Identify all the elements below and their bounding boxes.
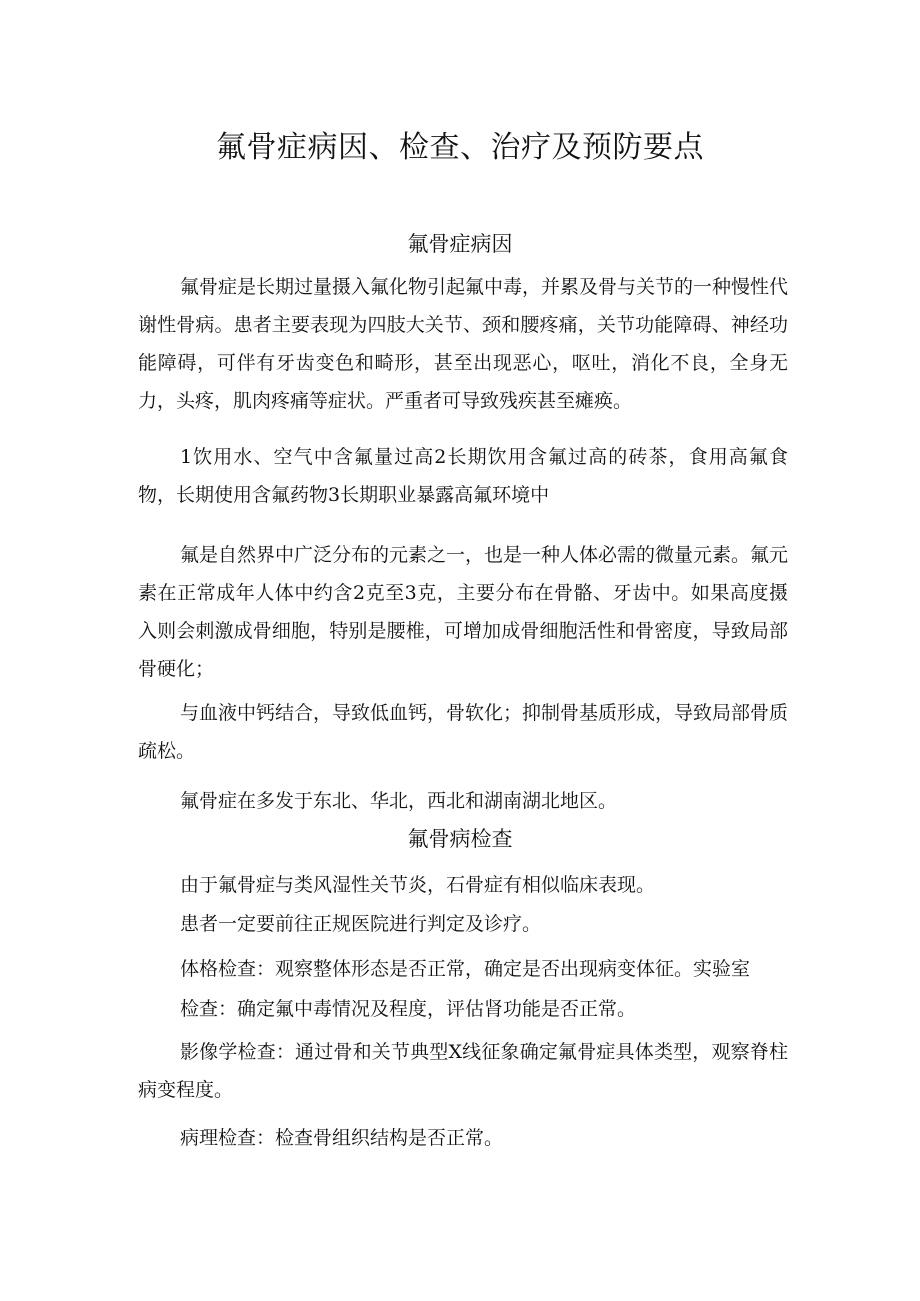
paragraph: 与血液中钙结合，导致低血钙，骨软化；抑制骨基质形成，导致局部骨质疏松。 [138,702,789,762]
paragraph: 体格检查：观察整体形态是否正常，确定是否出现病变体征。实验室 [180,958,751,980]
paragraph: 病理检查：检查骨组织结构是否正常。 [180,1127,504,1149]
paragraph: 氟骨症是长期过量摄入氟化物引起氟中毒，并累及骨与关节的一种慢性代谢性骨病。患者主要表现为四肢大关节、颈和腰疼痛，关节功能障碍、神经功能障碍，可伴有牙齿变色和畸形，甚至出现恶心，呕吐，消化不良，全身无力，头疼，肌肉疼痛等症状。严重者可导致残疾甚至瘫痪。 [138,276,789,412]
paragraph: 检查：确定氟中毒情况及程度，评估肾功能是否正常。 [180,998,637,1020]
paragraph: 由于氟骨症与类风湿性关节炎，石骨症有相似临床表现。 [180,874,656,896]
section-heading-cause: 氟骨症病因 [407,232,513,256]
paragraph: 患者一定要前往正规医院进行判定及诊疗。 [180,913,542,935]
paragraph: 氟是自然界中广泛分布的元素之一，也是一种人体必需的微量元素。氟元素在正常成年人体中约含2克至3克，主要分布在骨骼、牙齿中。如果高度摄入则会刺激成骨细胞，特别是腰椎，可增加成骨细胞活性和骨密度，导致局部骨硬化； [138,544,789,680]
paragraph: 影像学检查：通过骨和关节典型X线征象确定氟骨症具体类型，观察脊柱病变程度。 [138,1041,788,1101]
paragraph: 1饮用水、空气中含氟量过高2长期饮用含氟过高的砖茶，食用高氟食物，长期使用含氟药物3长期职业暴露高氟环境中 [138,446,788,506]
paragraph: 氟骨症在多发于东北、华北，西北和湖南湖北地区。 [180,790,618,812]
document-title: 氟骨症病因、检查、治疗及预防要点 [216,130,704,165]
section-heading-exam: 氟骨病检查 [407,827,513,851]
